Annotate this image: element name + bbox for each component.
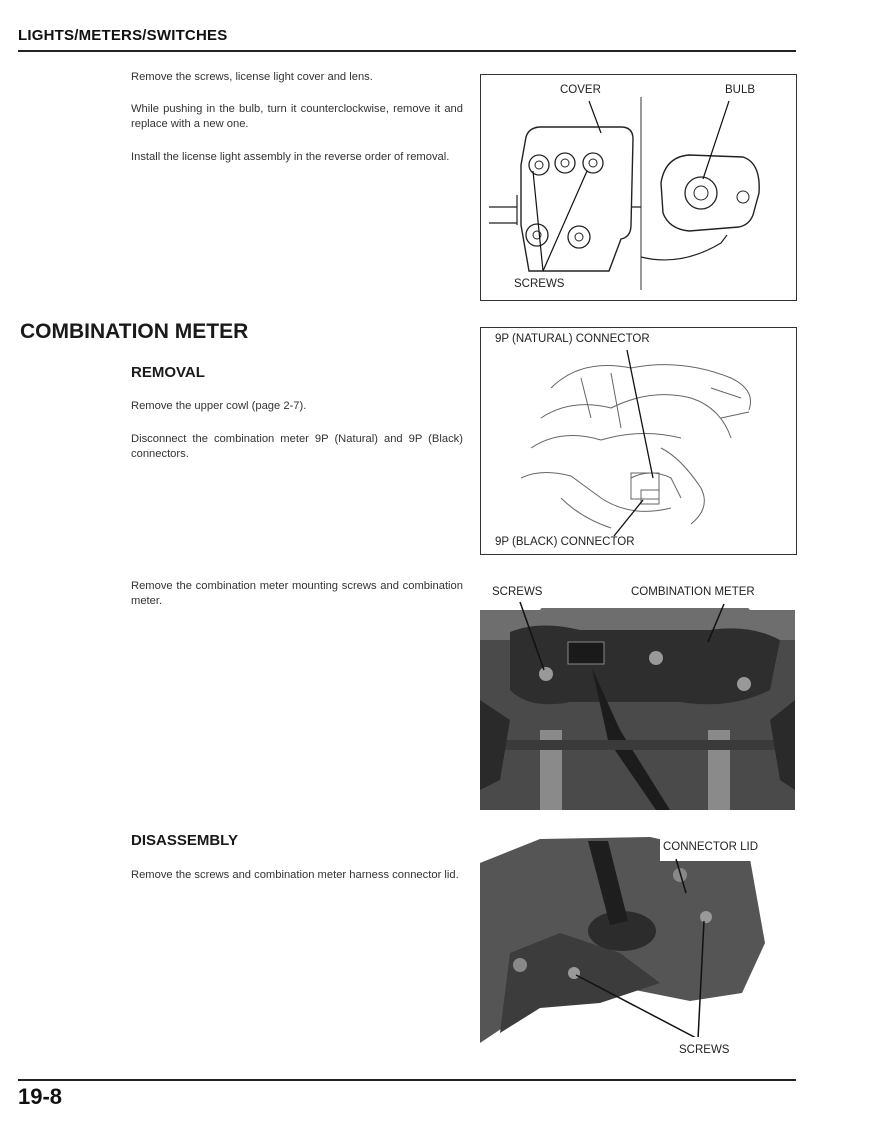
license-light-drawing (481, 75, 796, 300)
step-text: Install the license light assembly in the reverse order of removal. (131, 151, 450, 163)
connector-lid-photo (480, 833, 795, 1065)
screws-label: SCREWS (679, 1044, 730, 1056)
combination-meter-label: COMBINATION METER (631, 586, 755, 598)
screws-label: SCREWS (492, 586, 543, 598)
bulb-label: BULB (725, 84, 756, 96)
natural-connector-label: 9P (NATURAL) CONNECTOR (495, 333, 650, 345)
screws-label: SCREWS (514, 278, 565, 290)
footer-rule (18, 1079, 796, 1081)
step-text: Remove the screws, license light cover and lens. (131, 71, 373, 83)
step-text: Disconnect the combination meter 9P (Natural) and 9P (Black) connectors. (131, 433, 463, 460)
step-text: Remove the screws and combination meter harness connector lid. (131, 869, 459, 881)
connector-figure (480, 327, 797, 555)
page-number: 19-8 (18, 1084, 63, 1109)
connector-lid-drawing (480, 833, 795, 1065)
black-connector-label: 9P (BLACK) CONNECTOR (495, 536, 635, 548)
section-header: LIGHTS/METERS/SWITCHES (18, 27, 228, 44)
connector-lid-label: CONNECTOR LID (663, 841, 758, 853)
connector-drawing (481, 328, 796, 554)
cover-label: COVER (560, 84, 601, 96)
meter-photo-drawing (480, 580, 795, 810)
step-text: Remove the upper cowl (page 2-7). (131, 400, 307, 412)
disassembly-heading: DISASSEMBLY (131, 832, 238, 849)
step-text: While pushing in the bulb, turn it counterclockwise, remove it and replace with a new one. (131, 103, 463, 130)
section-title: COMBINATION METER (20, 320, 249, 343)
removal-heading: REMOVAL (131, 364, 205, 381)
header-rule (18, 50, 796, 52)
step-text: Remove the combination meter mounting screws and combination meter. (131, 580, 463, 607)
meter-photo (480, 580, 795, 810)
license-light-figure (480, 74, 797, 301)
